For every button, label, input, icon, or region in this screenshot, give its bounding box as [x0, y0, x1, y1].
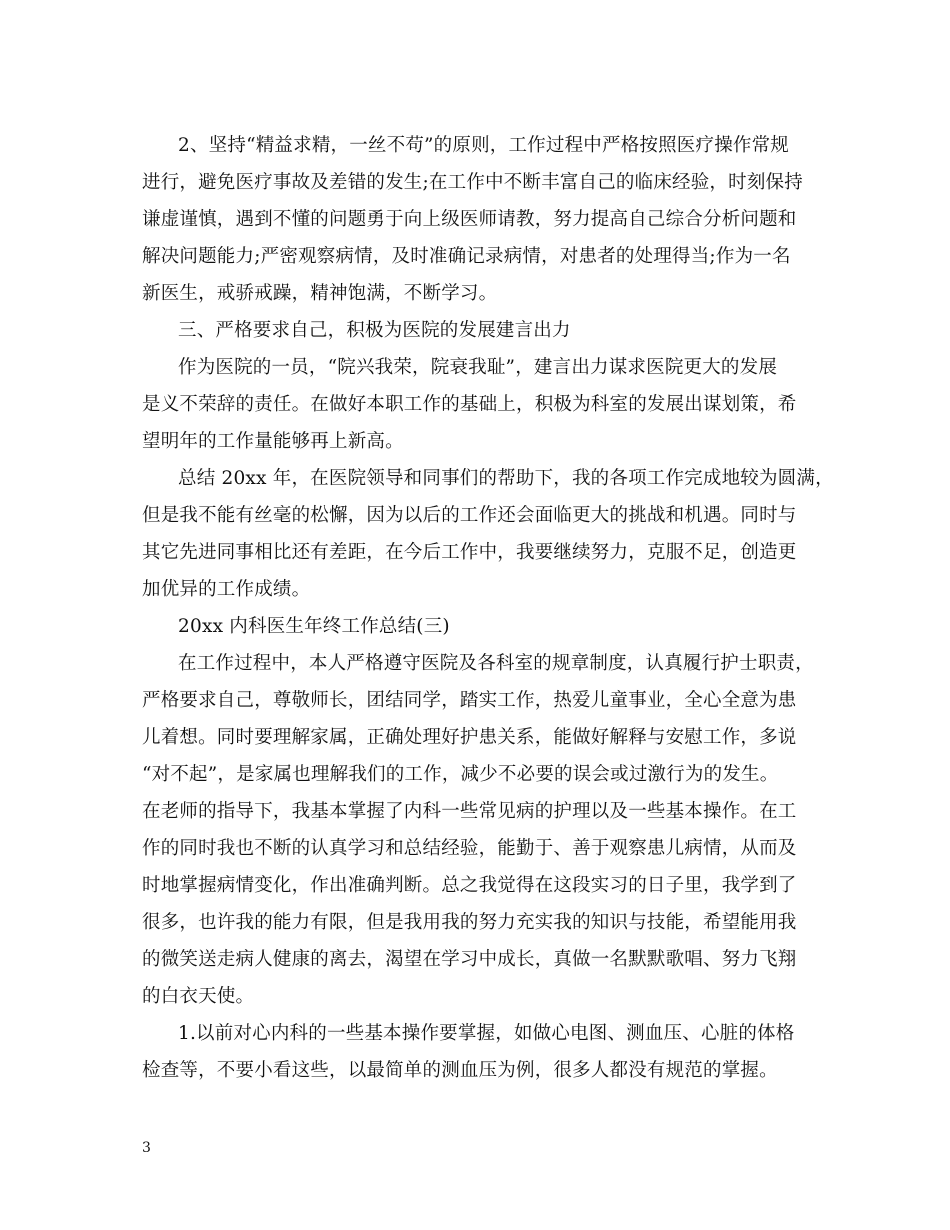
body-line: “对不起”，是家属也理解我们的工作，减少不必要的误会或过激行为的发生。: [142, 764, 779, 785]
body-line: 时地掌握病情变化，作出准确判断。总之我觉得在这段实习的日子里，我学到了: [142, 875, 797, 896]
body-line: 的微笑送走病人健康的离去，渴望在学习中成长，真做一名默默歌唱、努力飞翔: [142, 949, 797, 970]
body-line: 是义不荣辞的责任。在做好本职工作的基础上，积极为科室的发展出谋划策，希: [142, 394, 797, 415]
body-line: 1.以前对心内科的一些基本操作要掌握，如做心电图、测血压、心脏的体格: [178, 1023, 795, 1044]
body-line: 解决问题能力;严密观察病情，及时准确记录病情，对患者的处理得当;作为一名: [142, 246, 791, 267]
body-line: 的白衣天使。: [142, 986, 255, 1007]
body-line: 总结 20xx 年，在医院领导和同事们的帮助下，我的各项工作完成地较为圆满，: [178, 468, 834, 489]
body-line: 进行，避免医疗事故及差错的发生;在工作中不断丰富自己的临床经验，时刻保持: [142, 172, 803, 193]
body-line: 其它先进同事相比还有差距，在今后工作中，我要继续努力，克服不足，创造更: [142, 542, 797, 563]
body-line: 谦虚谨慎，遇到不懂的问题勇于向上级医师请教，努力提高自己综合分析问题和: [142, 209, 797, 230]
body-line: 很多，也许我的能力有限，但是我用我的努力充实我的知识与技能，希望能用我: [142, 912, 797, 933]
body-line: 在工作过程中，本人严格遵守医院及各科室的规章制度，认真履行护士职责，: [178, 653, 814, 674]
page-number: 3: [142, 1140, 151, 1156]
section-heading: 三、严格要求自己，积极为医院的发展建言出力: [178, 320, 571, 341]
document-body: [142, 127, 834, 1089]
body-line: 作为医院的一员，“院兴我荣，院衰我耻”，建言出力谋求医院更大的发展: [178, 357, 778, 378]
body-line: 加优异的工作成绩。: [142, 579, 311, 600]
body-line: 检查等，不要小看这些，以最简单的测血压为例，很多人都没有规范的掌握。: [142, 1060, 778, 1081]
body-line: 在老师的指导下，我基本掌握了内科一些常见病的护理以及一些基本操作。在工: [142, 801, 797, 822]
body-line: 新医生，戒骄戒躁，精神饱满，不断学习。: [142, 283, 498, 304]
body-line: 2、坚持“精益求精，一丝不苟”的原则，工作过程中严格按照医疗操作常规: [178, 135, 789, 156]
body-line: 望明年的工作量能够再上新高。: [142, 431, 404, 452]
section-title: 20xx 内科医生年终工作总结(三): [178, 616, 450, 637]
body-line: 儿着想。同时要理解家属，正确处理好护患关系，能做好解释与安慰工作，多说: [142, 727, 797, 748]
body-line: 但是我不能有丝毫的松懈，因为以后的工作还会面临更大的挑战和机遇。同时与: [142, 505, 797, 526]
body-line: 严格要求自己，尊敬师长，团结同学，踏实工作，热爱儿童事业，全心全意为患: [142, 690, 797, 711]
body-line: 作的同时我也不断的认真学习和总结经验，能勤于、善于观察患儿病情，从而及: [142, 838, 797, 859]
